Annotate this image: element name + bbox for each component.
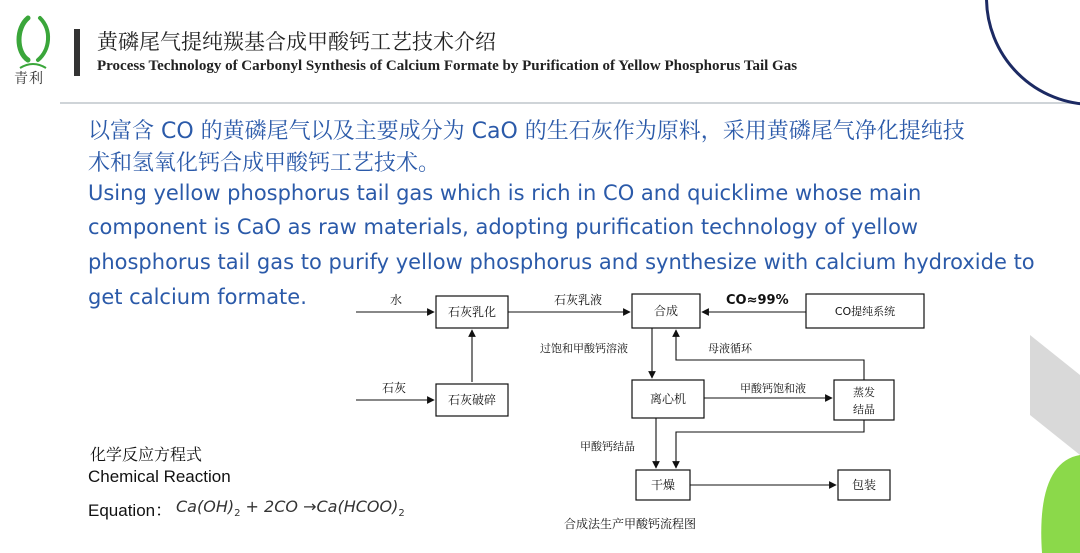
arrow-evaporation-to-drying (676, 420, 864, 468)
node-packaging-label: 包装 (851, 478, 877, 492)
equation-label: Equation： (88, 501, 173, 520)
edge-label-lime-milk: 石灰乳液 (554, 293, 603, 307)
title-accent-bar (74, 29, 80, 76)
node-packaging (838, 470, 890, 500)
node-lime-slaking-label: 石灰乳化 (447, 305, 497, 319)
formula-arrow: → (303, 497, 317, 516)
node-lime-crushing (436, 384, 508, 416)
formula-reactant-2: + 2CO (240, 497, 304, 516)
edge-label-saturated: 甲酸钙饱和液 (740, 382, 806, 395)
node-drying-label: 干燥 (650, 478, 676, 492)
decoration-gray-chevron (1030, 335, 1080, 455)
edge-label-water: 水 (390, 293, 403, 307)
node-synthesis-label: 合成 (653, 304, 679, 318)
edge-label-supersaturated: 过饱和甲酸钙溶液 (540, 342, 628, 355)
process-flow-diagram (340, 280, 960, 553)
node-drying (636, 470, 690, 500)
arrow-mother-liquor-recycle (676, 330, 864, 380)
formula-reactant-1: Ca(OH) (176, 497, 235, 516)
corner-decoration-circle (985, 0, 1080, 106)
logo-leaf-left-icon (19, 18, 28, 60)
node-centrifuge (632, 380, 704, 418)
node-lime-slaking (436, 296, 508, 328)
logo-leaf-right-icon (38, 18, 48, 60)
node-evaporation-label-1: 蒸发 (853, 386, 875, 399)
formula-subscript-2: 2 (398, 508, 405, 520)
intro-cn-line-2: 术和氢氧化钙合成甲酸钙工艺技术。 (88, 151, 441, 176)
node-lime-crushing-label: 石灰破碎 (447, 393, 497, 407)
node-co-purification (806, 294, 924, 328)
edge-label-mother-liquor: 母液循环 (708, 342, 752, 355)
intro-en-line-3: phosphorus tail gas to purify yellow phosphorus and synthesize with calcium hydroxide to (88, 250, 1035, 274)
intro-en-line-4: get calcium formate. (88, 285, 307, 309)
formula-product: Ca(HCOO) (316, 497, 399, 516)
node-evaporation-label-2: 结晶 (853, 403, 875, 416)
page-title-en: Process Technology of Carbonyl Synthesis of Calcium Formate by Purification of Yellow Phosphorus Tail Gas (97, 58, 798, 74)
edge-label-crystals: 甲酸钙结晶 (580, 440, 635, 453)
intro-cn-line-1: 以富含 CO 的黄磷尾气以及主要成分为 CaO 的生石灰作为原料，采用黄磷尾气净化提纯技 (88, 119, 965, 144)
node-centrifuge-label: 离心机 (649, 392, 687, 406)
edge-label-lime: 石灰 (382, 381, 407, 395)
node-co-purification-label: CO提纯系统 (834, 305, 896, 318)
edge-label-co-purity: CO≈99% (726, 293, 789, 308)
intro-en-line-1: Using yellow phosphorus tail gas which is rich in CO and quicklime whose main (88, 181, 922, 205)
header-divider (60, 102, 1080, 104)
node-evaporation-crystallization (834, 380, 894, 420)
chemical-reaction-label-cn: 化学反应方程式 (90, 445, 203, 464)
chemical-reaction-label-en: Chemical Reaction (88, 467, 231, 486)
intro-en-line-2: component is CaO as raw materials, adopting purification technology of yellow (88, 215, 919, 239)
node-synthesis (632, 294, 700, 328)
page-title-cn: 黄磷尾气提纯羰基合成甲酸钙工艺技术介绍 (97, 30, 496, 54)
decoration-green-shape (1030, 455, 1080, 553)
formula-subscript-1: 2 (234, 508, 241, 520)
flowchart-caption: 合成法生产甲酸钙流程图 (564, 517, 697, 531)
logo-text: 青利 (14, 71, 44, 87)
